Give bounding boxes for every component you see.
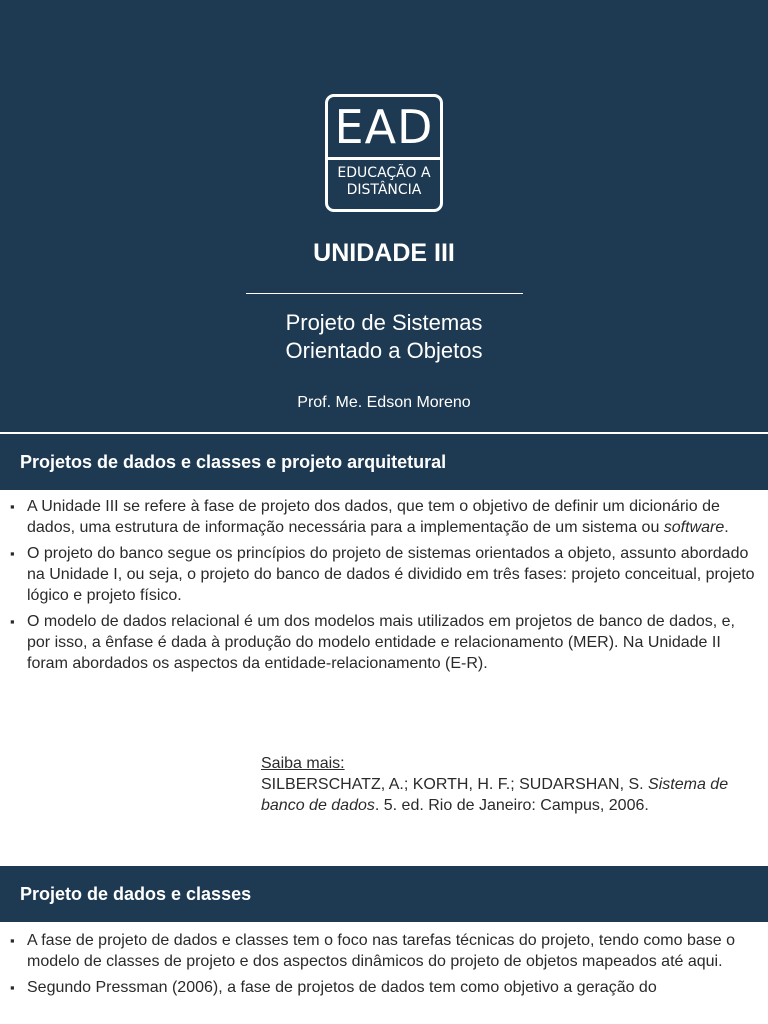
cover-divider: [246, 293, 523, 294]
author-name: Prof. Me. Edson Moreno: [297, 394, 471, 411]
reference-publisher: . 5. ed. Rio de Janeiro: Campus, 2006.: [374, 797, 649, 814]
logo-text: EAD: [334, 100, 434, 154]
logo-subtext-line1: EDUCAÇÃO A: [337, 165, 431, 181]
list-item-emphasis: software: [663, 519, 725, 536]
reference-citation: [261, 774, 761, 816]
course-title-line1: Projeto de Sistemas: [285, 310, 483, 335]
list-item: ▪ A fase de projeto de dados e classes tem o foco nas tarefas técnicas do projeto, tendo como base o modelo de classes de projeto e dos aspectos dinâmicos do projeto de objetos mapeados até aqui.: [10, 930, 762, 972]
reference-title: Sistema de banco de dados: [261, 776, 729, 814]
course-title: [0, 309, 768, 365]
bullet-list-1: [10, 496, 762, 679]
saiba-mais-link[interactable]: Saiba mais:: [261, 755, 345, 772]
ead-logo: [325, 94, 443, 212]
list-item: ▪ O modelo de dados relacional é um dos modelos mais utilizados em projetos de banco de dados, e, por isso, a ênfase é dada à produção do modelo entidade e relacionamento (MER). Na Unidade II foram abordados os aspectos da entidade-relacionamento (E-R).: [10, 611, 762, 674]
list-item-text: A Unidade III se refere à fase de projeto dos dados, que tem o objetivo de definir um dicionário de dados, uma estrutura de informação necessária para a implementação de um sistema ou: [27, 498, 720, 536]
list-item: [10, 496, 762, 538]
list-item-text-end: .: [724, 519, 729, 536]
cover-slide: [0, 0, 768, 432]
list-item: ▪ Segundo Pressman (2006), a fase de projetos de dados tem como objetivo a geração do: [10, 977, 762, 998]
reference-authors: SILBERSCHATZ, A.; KORTH, H. F.; SUDARSHAN, S.: [261, 776, 649, 793]
bullet-list-2: [10, 930, 762, 1003]
section-title-2: Projeto de dados e classes: [0, 866, 768, 922]
logo-divider: [328, 157, 440, 160]
section-title-1: Projetos de dados e classes e projeto arquitetural: [0, 434, 768, 490]
course-title-line2: Orientado a Objetos: [285, 338, 483, 363]
reference-block: [261, 753, 761, 816]
list-item: ▪ O projeto do banco segue os princípios do projeto de sistemas orientados a objeto, assunto abordado na Unidade I, ou seja, o projeto do banco de dados é dividido em três fases: projeto conceitual, projeto lógico e projeto físico.: [10, 543, 762, 606]
logo-subtext-line2: DISTÂNCIA: [346, 182, 422, 198]
unit-title: UNIDADE III: [313, 239, 455, 267]
logo-subtext: [328, 165, 440, 199]
